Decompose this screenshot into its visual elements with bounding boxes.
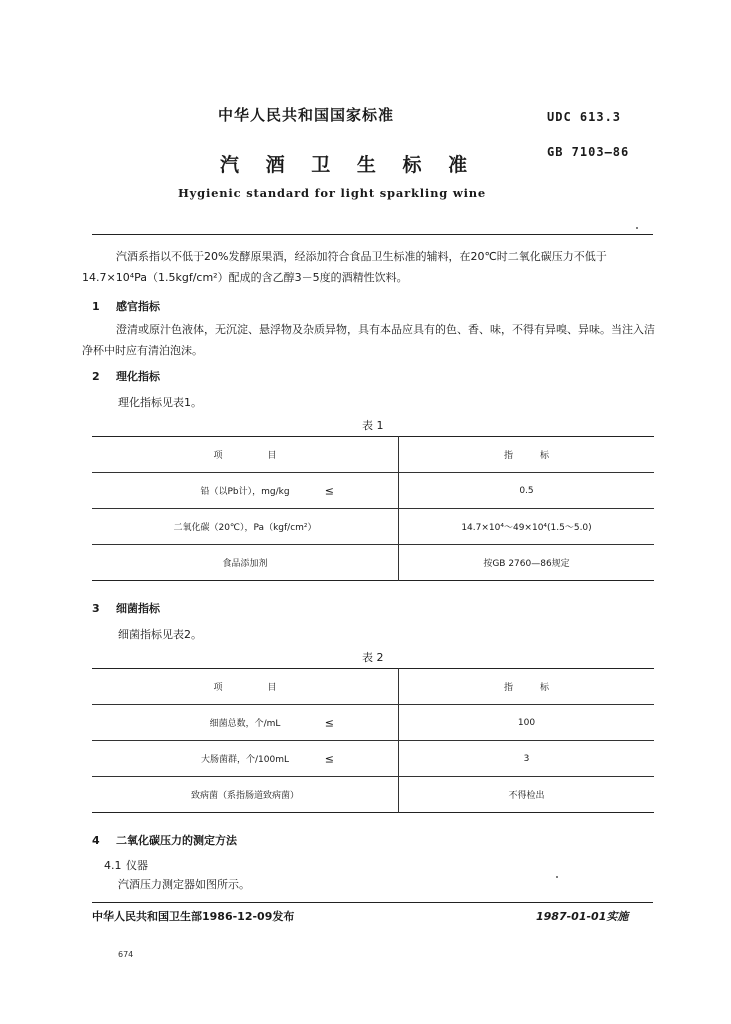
table-header-row (92, 669, 654, 705)
table-row (92, 705, 654, 741)
table-row (92, 509, 654, 545)
section-4-1-heading (104, 857, 148, 873)
section-title: 仪器 (126, 859, 148, 872)
section-title: 理化指标 (116, 370, 160, 383)
issue-notice: 中华人民共和国卫生部1986-12-09发布 (92, 910, 295, 923)
item-text: 大肠菌群，个/100mL (201, 755, 289, 765)
section-number: 4 (92, 834, 100, 847)
section-1-heading (92, 298, 160, 314)
section-number: 3 (92, 602, 100, 615)
row-item (92, 473, 399, 509)
row-item (92, 741, 399, 777)
header-value: 指 标 (503, 451, 549, 461)
row-value: 14.7×10⁴～49×10⁴(1.5～5.0) (461, 523, 592, 533)
section-title: 二氧化碳压力的测定方法 (116, 834, 237, 847)
table-2-caption: 表 2 (362, 651, 384, 664)
section-number: 4.1 (104, 859, 122, 872)
comparison-operator: ≤ (324, 752, 334, 765)
page-number: 674 (118, 950, 134, 959)
footer-rule (92, 902, 653, 903)
section-1-text: 澄清或原汁色液体，无沉淀、悬浮物及杂质异物，具有本品应具有的色、香、味，不得有异嗅、异味。当注入洁净杯中时应有清泊泡沫。 (82, 323, 655, 357)
row-value: 3 (523, 753, 530, 764)
udc-code: UDC 613.3 (547, 110, 622, 124)
table-row (92, 777, 654, 813)
item-text: 二氧化碳（20℃），Pa（kgf/cm²） (173, 523, 317, 533)
table-row (92, 545, 654, 581)
scan-speck (556, 876, 558, 878)
row-value: 不得检出 (508, 791, 545, 801)
section-3-text: 细菌指标见表2。 (118, 628, 202, 641)
header-item: 项 目 (92, 437, 399, 473)
table-header-row (92, 437, 654, 473)
item-text: 致病菌（系指肠道致病菌） (190, 791, 299, 801)
comparison-operator: ≤ (324, 716, 334, 729)
item-text: 食品添加剂 (222, 559, 268, 569)
comparison-operator: ≤ (324, 484, 334, 497)
header-value: 指 标 (503, 683, 549, 693)
section-number: 1 (92, 300, 100, 313)
scan-speck (636, 227, 638, 229)
section-2-heading (92, 368, 160, 384)
table-row (92, 741, 654, 777)
section-number: 2 (92, 370, 100, 383)
section-2-text: 理化指标见表1。 (118, 396, 202, 409)
section-3-heading (92, 600, 160, 616)
table-1-caption: 表 1 (362, 419, 384, 432)
row-item (92, 509, 399, 545)
row-value: 按GB 2760—86规定 (483, 559, 570, 569)
row-item (92, 705, 399, 741)
issuing-authority: 中华人民共和国国家标准 (218, 106, 395, 124)
item-text: 铅（以Pb计），mg/kg (200, 487, 290, 497)
row-item (92, 777, 399, 813)
effective-notice: 1987-01-01实施 (536, 910, 629, 923)
section-4-heading (92, 832, 237, 848)
header-item: 项 目 (92, 669, 399, 705)
section-4-1-text: 汽酒压力测定器如图所示。 (118, 878, 250, 891)
english-title: Hygienic standard for light sparkling wine (178, 186, 487, 200)
table-2 (92, 668, 654, 813)
row-item (92, 545, 399, 581)
section-title: 细菌指标 (116, 602, 160, 615)
document-title: 汽 酒 卫 生 标 准 (220, 154, 478, 176)
section-title: 感官指标 (116, 300, 160, 313)
intro-paragraph: 汽酒系指以不低于20%发酵原果酒，经添加符合食品卫生标准的辅料，在20℃时二氧化碳压力不低于14.7×10⁴Pa（1.5kgf/cm²）配成的含乙醇3－5度的酒精性饮料。 (82, 250, 607, 284)
table-row (92, 473, 654, 509)
table-1 (92, 436, 654, 581)
row-value: 0.5 (519, 485, 534, 496)
item-text: 细菌总数，个/mL (209, 719, 281, 729)
header-rule (92, 234, 653, 235)
row-value: 100 (517, 717, 536, 728)
gb-code: GB 7103—86 (547, 145, 630, 159)
